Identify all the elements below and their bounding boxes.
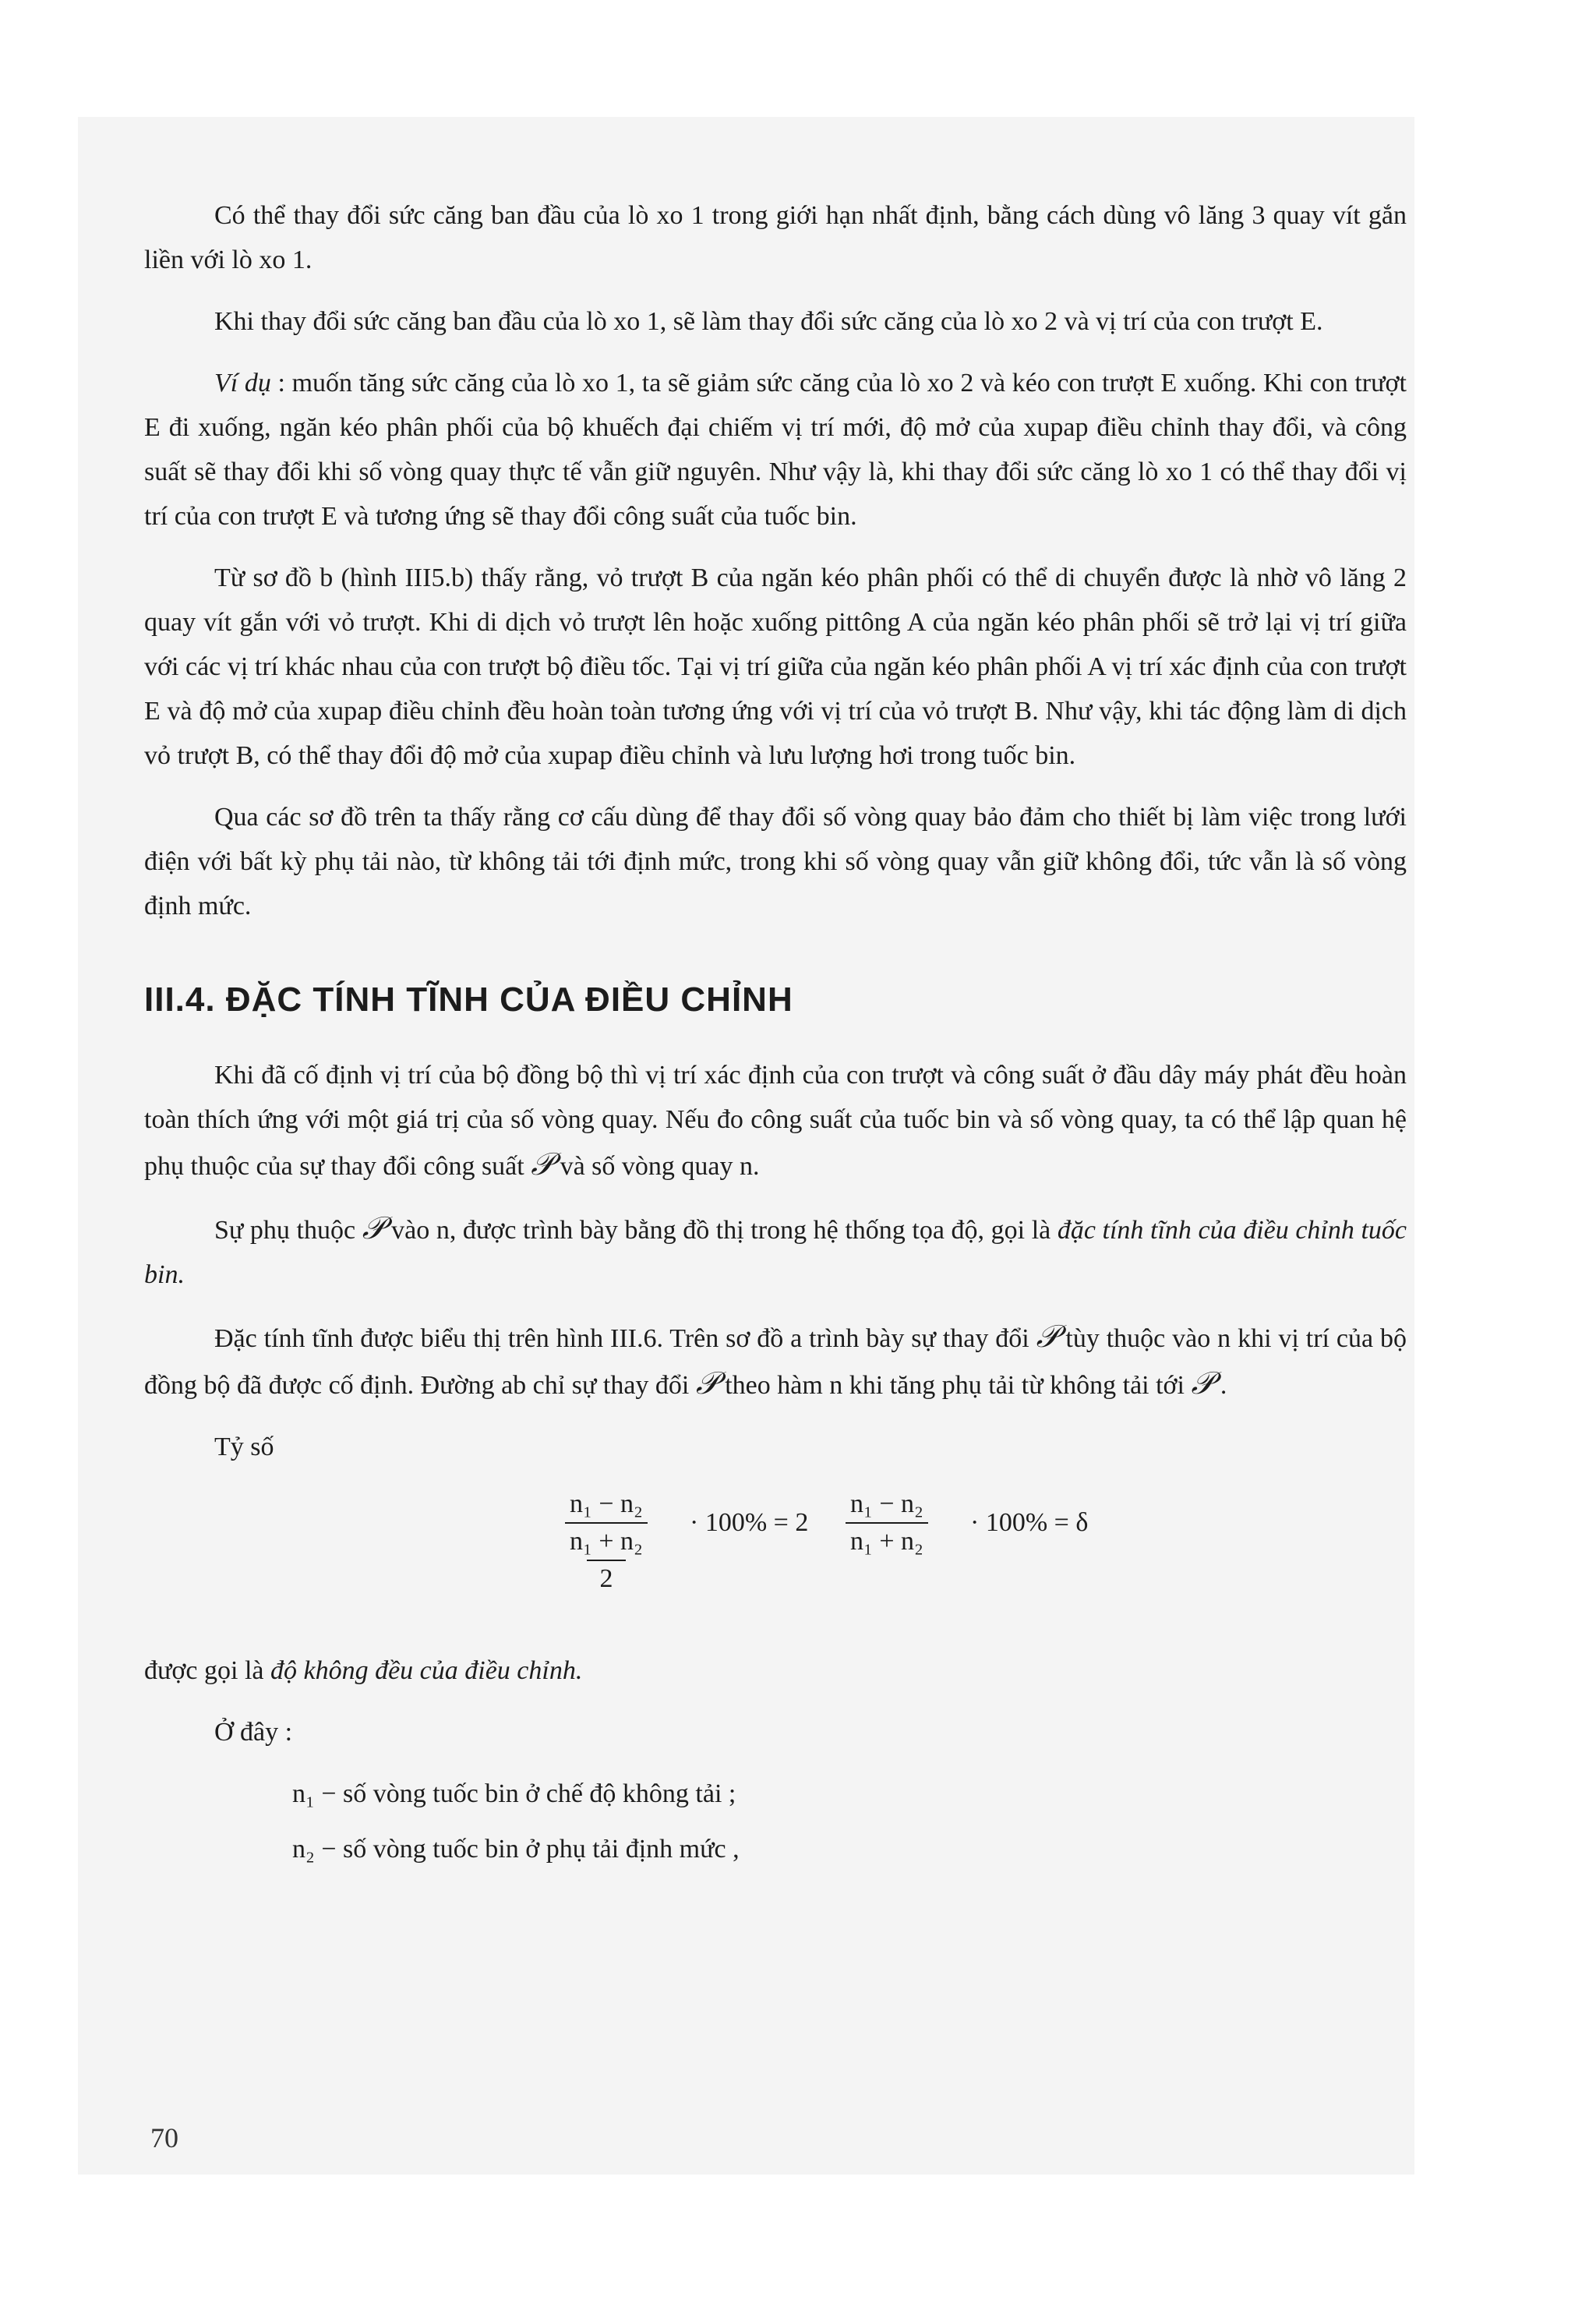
formula-middle: · 100% = 2 [690,1508,809,1537]
fraction-2-numerator: n₁ − n₂ [846,1486,928,1524]
fraction-2-denominator: n₁ + n₂ [850,1527,923,1556]
power-symbol: 𝒫 [1191,1366,1214,1401]
power-symbol: 𝒫 [1036,1319,1059,1354]
example-label: Ví dụ [214,369,271,397]
document-body [144,193,1407,1882]
paragraph-8-a: Đặc tính tĩnh được biểu thị trên hình III.6. Trên sơ đồ a trình bày sự thay đổi [214,1324,1029,1353]
paragraph-6-tail: và số vòng quay n. [553,1152,760,1181]
paragraph-4: Từ sơ đồ b (hình III5.b) thấy rằng, vỏ trượt B của ngăn kéo phân phối có thể di chuyển được là nhờ vô lăng 2 quay vít gắn với vỏ trượt. Khi di dịch vỏ trượt lên hoặc xuống pittông A của ngăn kéo phân phối sẽ trở lại vị trí giữa với các vị trí khác nhau của con trượt bộ điều tốc. Tại vị trí giữa của ngăn kéo phân phối A vị trí xác định của con trượt E và độ mở của xupap điều chỉnh đều hoàn toàn tương ứng với vị trí của vỏ trượt B. Như vậy, khi tác động làm di dịch vỏ trượt B, có thể thay đổi độ mở của xupap điều chỉnh và lưu lượng hơi trong tuốc bin. [144,564,1407,770]
paragraph-8-c: theo hàm n khi tăng phụ tải từ không tải tới [718,1371,1185,1400]
where-label: Ở đây : [214,1718,293,1747]
paragraph-3-text: : muốn tăng sức căng của lò xo 1, ta sẽ giảm sức căng của lò xo 2 và kéo con trượt E xuống. Khi con trượt E đi xuống, ngăn kéo phân phối của bộ khuếch đại chiếm vị trí mới, độ mở của xupap điều chỉnh thay đổi, và công suất sẽ thay đổi khi số vòng quay thực tế vẫn giữ nguyên. Như vậy là, khi thay đổi sức căng lò xo 1 có thể thay đổi vị trí của con trượt E và tương ứng sẽ thay đổi công suất của tuốc bin. [144,369,1407,531]
paragraph-8-d: . [1213,1371,1227,1400]
paragraph-5: Qua các sơ đồ trên ta thấy rằng cơ cấu dùng để thay đổi số vòng quay bảo đảm cho thiết bị làm việc trong lưới điện với bất kỳ phụ tải nào, từ không tải tới định mức, trong khi số vòng quay vẫn giữ không đổi, tức vẫn là số vòng định mức. [144,803,1407,920]
ratio-label: Tỷ số [214,1433,274,1461]
paragraph-9 [144,1648,1407,1693]
paragraph-7-a: Sự phụ thuộc [214,1216,356,1245]
section-heading: III.4. ĐẶC TÍNH TĨNH CỦA ĐIỀU CHỈNH [144,980,793,1019]
list-item: n₂ − số vòng tuốc bin ở phụ tải định mức , [292,1835,740,1864]
paragraph-6 [144,1053,1407,1189]
paragraph-8-b: tùy thuộc vào n khi vị trí của bộ đồng bộ đã được cố định. Đường ab chỉ sự thay đổi [144,1324,1407,1400]
fraction-1-numerator: n₁ − n₂ [565,1486,648,1524]
paragraph-2: Khi thay đổi sức căng ban đầu của lò xo 1, sẽ làm thay đổi sức căng của lò xo 2 và vị trí của con trượt E. [214,307,1323,336]
formula [144,1486,1407,1634]
paragraph-1: Có thể thay đổi sức căng ban đầu của lò xo 1 trong giới hạn nhất định, bằng cách dùng vô lăng 3 quay vít gắn liền với lò xo 1. [144,201,1407,274]
paragraph-9-a: được gọi là [144,1656,270,1685]
fraction-1-denominator-2: 2 [587,1560,626,1597]
paragraph-3 [144,361,1407,539]
nonuniformity-term: độ không đều của điều chỉnh. [270,1656,583,1685]
page-number: 70 [150,2122,178,2153]
paragraph-7 [144,1206,1407,1297]
list-item: n₁ − số vòng tuốc bin ở chế độ không tải ; [292,1779,736,1808]
fraction-1 [565,1486,648,1597]
static-characteristic-term: đặc tính tĩnh của điều chỉnh tuốc bin. [144,1216,1407,1289]
formula-tail: · 100% = δ [970,1508,1089,1537]
paragraph-6-text: Khi đã cố định vị trí của bộ đồng bộ thì vị trí xác định của con trượt và công suất ở đầu dây máy phát đều hoàn toàn thích ứng với một giá trị của số vòng quay. Nếu đo công suất của tuốc bin và số vòng quay, ta có thể lập quan hệ phụ thuộc của sự thay đổi công suất [144,1061,1407,1181]
paragraph-7-b: vào n, được trình bày bằng đồ thị trong hệ thống tọa độ, gọi là [384,1216,1058,1245]
paragraph-8 [144,1314,1407,1408]
fraction-2 [846,1486,928,1560]
power-symbol: 𝒫 [695,1366,719,1401]
power-symbol: 𝒫 [362,1210,385,1245]
power-symbol: 𝒫 [531,1146,554,1182]
fraction-1-denominator: n₁ + n₂ [570,1527,643,1556]
